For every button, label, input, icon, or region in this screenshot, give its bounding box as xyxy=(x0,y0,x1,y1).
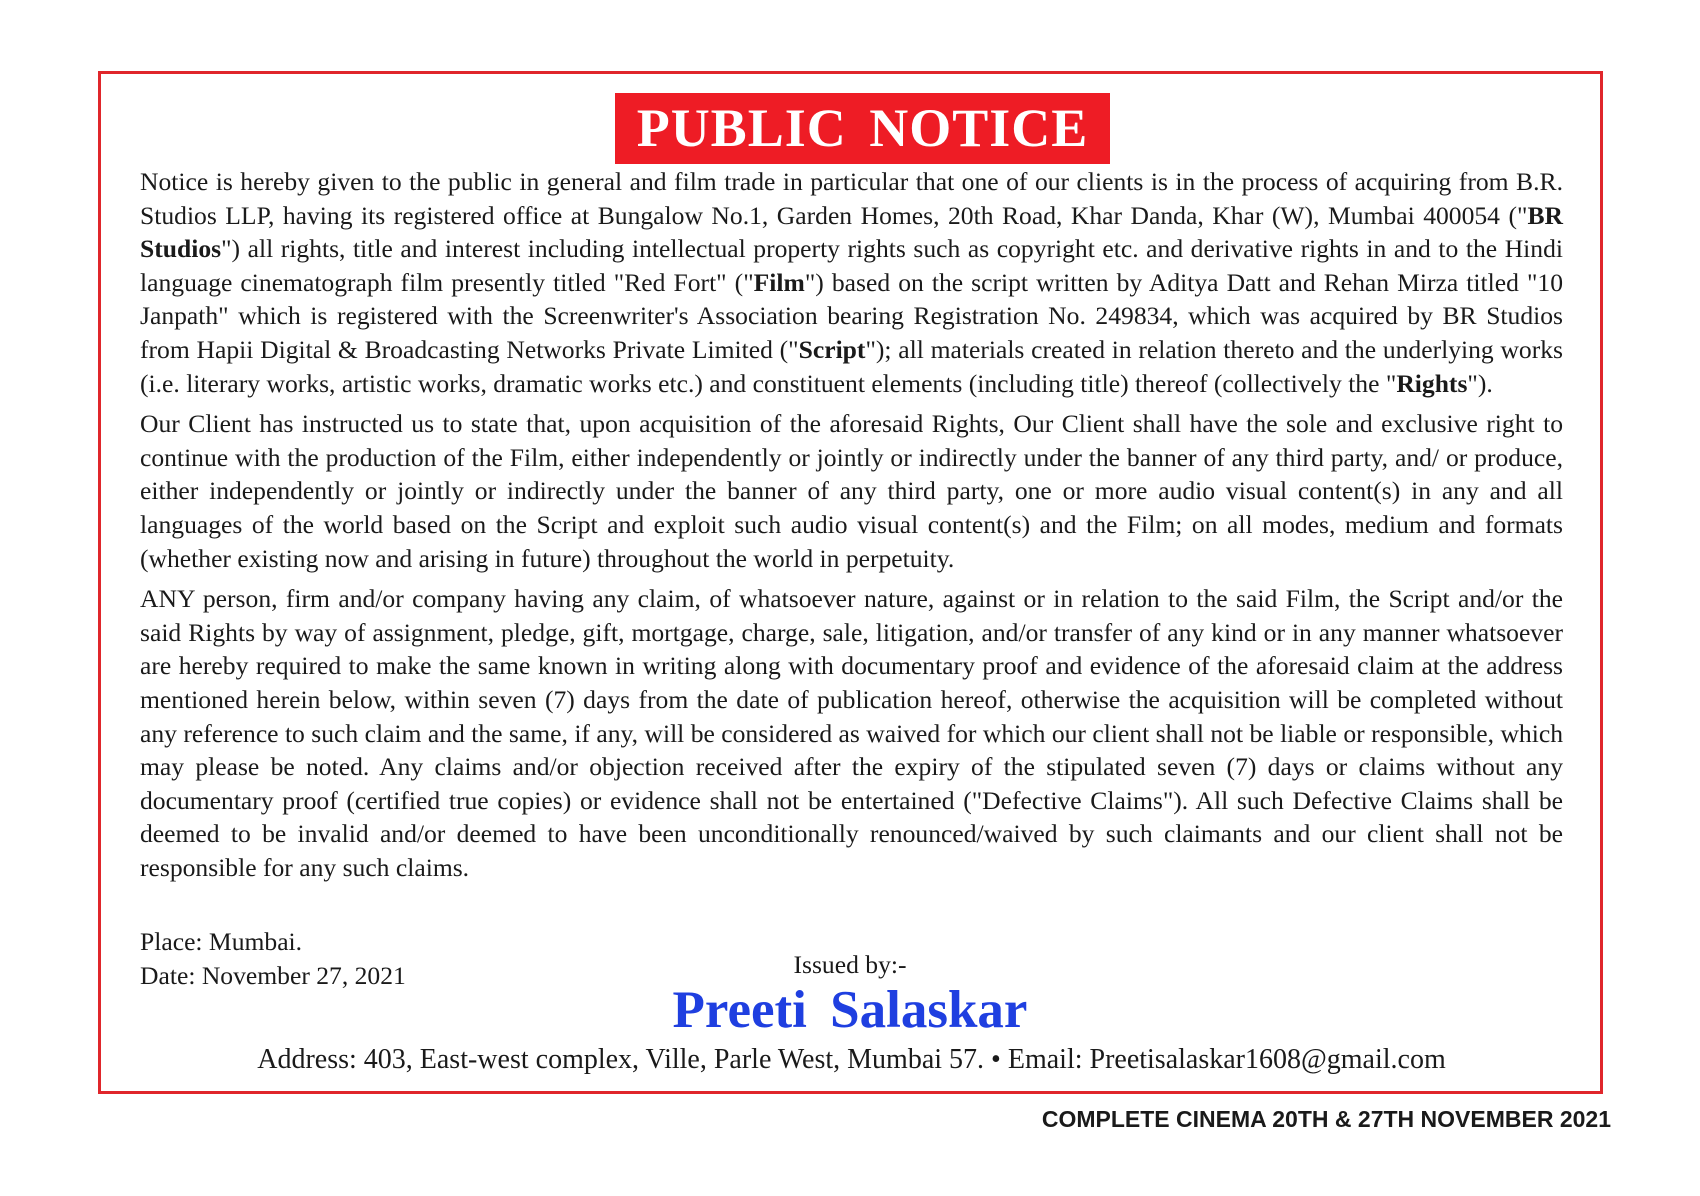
paragraph-acquisition xyxy=(140,165,1563,400)
text-segment: Notice is hereby given to the public in general and film trade in particular that one of our clients is in the process of acquiring from B.R. Studios LLP, having its registered office at Bungalow No.1, Garden Homes, 20th Road, Khar Danda, Khar (W), Mumbai 400054 (" xyxy=(140,167,1563,230)
bold-term-rights: Rights xyxy=(1396,368,1468,398)
notice-body xyxy=(140,165,1563,891)
text-segment: ") all rights, title and interest including intellectual property rights such as copyright etc. and derivative rights in and to the Hindi language cinematograph film presently titled "Red Fort" (" xyxy=(140,234,1563,297)
issuer-name: Preeti Salaskar xyxy=(672,981,1028,1039)
paragraph-claims: ANY person, firm and/or company having any claim, of whatsoever nature, against or in relation to the said Film, the Script and/or the said Rights by way of assignment, pledge, gift, mortgage, charge, sale, litigation, and/or transfer of any kind or in any manner whatsoever are hereby required to make the same known in writing along with documentary proof and evidence of the aforesaid claim at the address mentioned herein below, within seven (7) days from the date of publication hereof, otherwise the acquisition will be completed without any reference to such claim and the same, if any, will be considered as waived for which our client shall not be liable or responsible, which may please be noted. Any claims and/or objection received after the expiry of the stipulated seven (7) days or claims without any documentary proof (certified true copies) or evidence shall not be entertained ("Defective Claims"). All such Defective Claims shall be deemed to be invalid and/or deemed to have been unconditionally renounced/waived by such claimants and our client shall not be responsible for any such claims. xyxy=(140,584,1563,882)
text-segment: "). xyxy=(1467,368,1493,398)
bold-term-film: Film xyxy=(753,267,805,297)
issued-by-label: Issued by:- xyxy=(793,950,907,979)
text-segment: "); all materials created in relation thereto and the underlying works (i.e. literary works, artistic works, dramatic works etc.) and constituent elements (including title) thereof (collectively the " xyxy=(140,334,1564,398)
page-title: PUBLIC NOTICE xyxy=(615,93,1110,164)
date-line: Date: November 27, 2021 xyxy=(140,961,406,990)
publication-footer: COMPLETE CINEMA 20TH & 27TH NOVEMBER 2021 xyxy=(1041,1106,1611,1132)
text-segment: ") based on the script written by Aditya Datt and Rehan Mirza titled "10 Janpath" which is registered with the Screenwriter's Association bearing Registration No. 249834, which was acquired by BR Studios from Hapii Digital & Broadcasting Networks Private Limited (" xyxy=(140,267,1563,364)
contact-address: Address: 403, East-west complex, Ville, Parle West, Mumbai 57. • Email: Preetisalaskar1608@gmail.com xyxy=(257,1044,1446,1075)
bold-term-br-studios: BR Studios xyxy=(140,200,1563,264)
place-line: Place: Mumbai. xyxy=(140,927,303,956)
bold-term-script: Script xyxy=(798,334,866,364)
paragraph-client-rights: Our Client has instructed us to state that, upon acquisition of the aforesaid Rights, Our Client shall have the sole and exclusive right to continue with the production of the Film, either independently or jointly or indirectly under the banner of any third party, and/ or produce, either independently or jointly or indirectly under the banner of any third party, one or more audio visual content(s) in any and all languages of the world based on the Script and exploit such audio visual content(s) and the Film; on all modes, medium and formats (whether existing now and arising in future) throughout the world in perpetuity. xyxy=(140,409,1563,573)
